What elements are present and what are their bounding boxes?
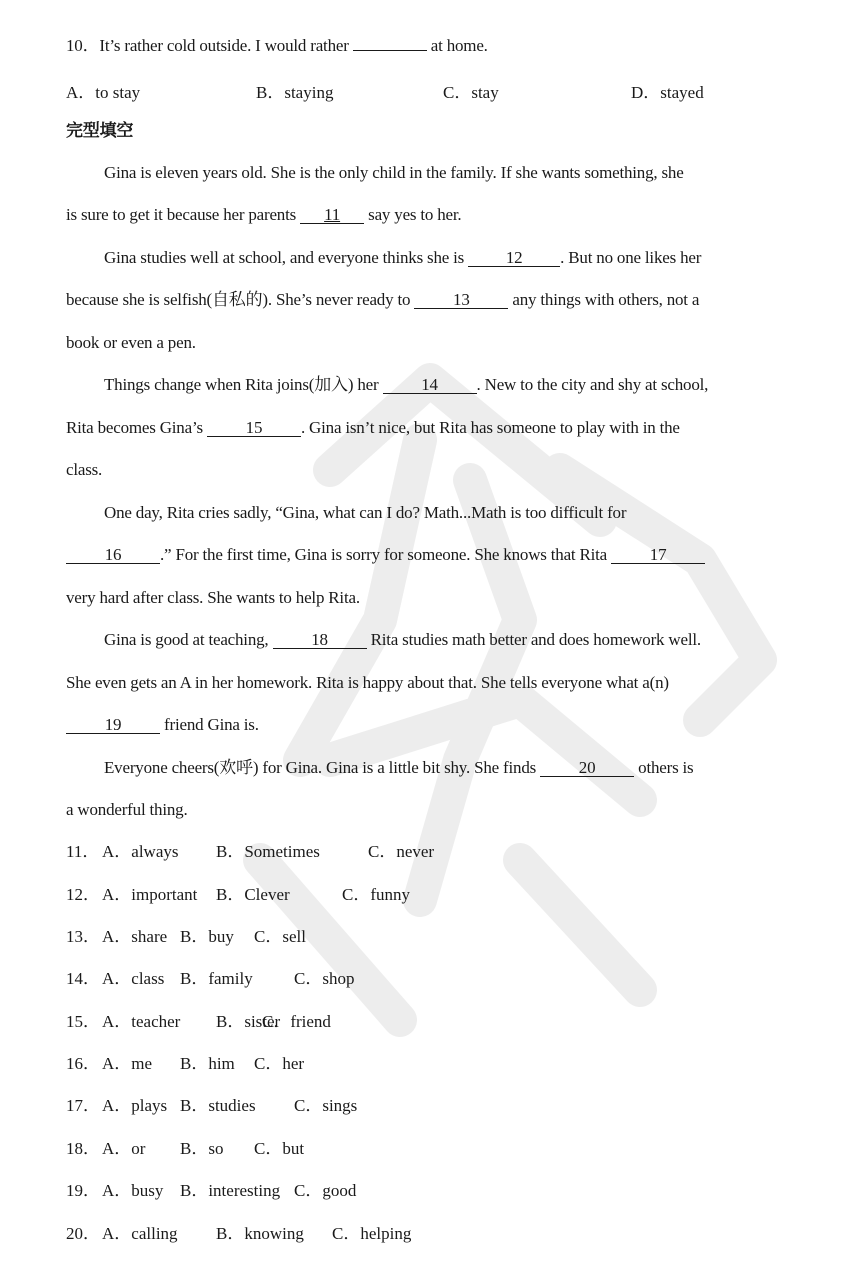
passage-line — [104, 248, 701, 268]
blank-20 — [540, 759, 634, 777]
option-c: C．stay — [443, 83, 499, 102]
option-b: B．Clever — [216, 885, 290, 904]
blank-number: 18 — [311, 630, 328, 649]
passage-text: because she is selfish(自私的). She’s never ready to — [66, 290, 415, 309]
option-b: B．so — [180, 1139, 224, 1158]
passage-line: She even gets an A in her homework. Rita is happy about that. She tells everyone what a(n) — [66, 673, 669, 692]
blank-13 — [414, 291, 508, 309]
option-a: A．to stay — [66, 83, 141, 102]
passage-line: One day, Rita cries sadly, “Gina, what can I do? Math...Math is too difficult for — [104, 503, 627, 522]
option-b: B．knowing — [216, 1224, 304, 1243]
question-number: 12． — [66, 885, 100, 904]
passage-text: . Gina isn’t nice, but Rita has someone to play with in the — [300, 418, 680, 437]
passage-line — [66, 290, 699, 310]
option-b: B．buy — [180, 927, 234, 946]
option-b: B．him — [180, 1054, 235, 1073]
option-c: C．her — [254, 1054, 305, 1073]
passage-text: others is — [634, 758, 694, 777]
blank-number: 13 — [453, 290, 470, 309]
question-number: 20． — [66, 1224, 100, 1243]
option-b: B．interesting — [180, 1181, 281, 1200]
blank-number: 12 — [505, 248, 523, 267]
option-b: B．staying — [256, 83, 334, 102]
passage-line — [104, 375, 708, 395]
question-number: 18． — [66, 1139, 100, 1158]
option-a: A．busy — [102, 1181, 164, 1200]
option-c: C．funny — [342, 885, 410, 904]
passage-text: Things change when Rita joins(加入) her — [104, 375, 383, 394]
option-a: A．always — [102, 842, 179, 861]
question-10-options — [66, 78, 766, 100]
passage-line — [66, 715, 259, 735]
passage-line: very hard after class. She wants to help Rita. — [66, 588, 360, 607]
blank-18 — [273, 631, 367, 649]
question-number: 16． — [66, 1054, 100, 1073]
passage-text: Rita studies math better and does homework well. — [366, 630, 701, 649]
question-number: 14． — [66, 969, 100, 988]
blank-17 — [611, 546, 705, 564]
passage-text: .” For the first time, Gina is sorry for someone. She knows that Rita — [160, 545, 612, 564]
question-10-text-after: at home. — [426, 36, 488, 55]
passage-text: is sure to get it because her parents — [66, 205, 301, 224]
blank-14 — [383, 376, 477, 394]
blank-number: 17 — [649, 545, 667, 564]
passage-line — [66, 205, 461, 225]
passage-text: any things with others, not a — [508, 290, 700, 309]
option-d: D．stayed — [631, 83, 704, 102]
option-a: A．calling — [102, 1224, 178, 1243]
passage-line: book or even a pen. — [66, 333, 196, 352]
passage-line: a wonderful thing. — [66, 800, 188, 819]
option-b: B．studies — [180, 1096, 256, 1115]
blank-11 — [300, 206, 364, 224]
option-c: C．shop — [294, 969, 355, 988]
blank-12 — [468, 249, 560, 267]
passage-line: class. — [66, 460, 103, 479]
blank-number: 20 — [578, 758, 596, 777]
blank-15 — [207, 419, 301, 437]
blank-number: 15 — [245, 418, 263, 437]
blank-number: 19 — [104, 715, 122, 734]
question-10-stem — [66, 36, 488, 56]
option-c: C．friend — [262, 1012, 331, 1031]
passage-text: Gina studies well at school, and everyone thinks she is — [104, 248, 469, 267]
question-number: 15． — [66, 1012, 100, 1031]
option-a: A．teacher — [102, 1012, 181, 1031]
option-c: C．sings — [294, 1096, 358, 1115]
blank-number: 14 — [421, 375, 438, 394]
passage-text: . But no one likes her — [560, 248, 702, 267]
blank-number: 16 — [104, 545, 122, 564]
option-c: C．helping — [332, 1224, 412, 1243]
option-a: A．important — [102, 885, 198, 904]
question-number: 13． — [66, 927, 100, 946]
passage-text: . New to the city and shy at school, — [476, 375, 709, 394]
passage-line — [104, 758, 693, 778]
passage-line — [66, 418, 680, 438]
passage-text: friend Gina is. — [160, 715, 259, 734]
option-b: B．family — [180, 969, 253, 988]
blank-number: 11 — [324, 205, 341, 224]
passage-text: Rita becomes Gina’s — [66, 418, 207, 437]
passage-line: Gina is eleven years old. She is the only child in the family. If she wants something, she — [104, 163, 684, 182]
passage-text: Everyone cheers(欢呼) for Gina. Gina is a little bit shy. She finds — [104, 758, 541, 777]
option-a: A．class — [102, 969, 165, 988]
option-a: A．me — [102, 1054, 153, 1073]
section-title: 完型填空 — [66, 121, 134, 141]
option-c: C．sell — [254, 927, 306, 946]
passage-text: Gina is good at teaching, — [104, 630, 273, 649]
option-b: B．sister — [216, 1012, 281, 1031]
option-c: C．but — [254, 1139, 305, 1158]
question-10-text-before: 10．It’s rather cold outside. I would rather — [66, 36, 353, 55]
question-number: 17． — [66, 1096, 100, 1115]
question-number: 11． — [66, 842, 100, 861]
option-a: A．share — [102, 927, 168, 946]
option-a: A．or — [102, 1139, 146, 1158]
option-c: C．never — [368, 842, 435, 861]
option-b: B．Sometimes — [216, 842, 320, 861]
blank-16 — [66, 546, 160, 564]
passage-line — [104, 630, 701, 650]
question-10-blank — [353, 50, 427, 51]
blank-19 — [66, 716, 160, 734]
passage-line — [66, 545, 705, 565]
passage-text: say yes to her. — [364, 205, 462, 224]
question-number: 19． — [66, 1181, 100, 1200]
option-a: A．plays — [102, 1096, 168, 1115]
option-c: C．good — [294, 1181, 357, 1200]
